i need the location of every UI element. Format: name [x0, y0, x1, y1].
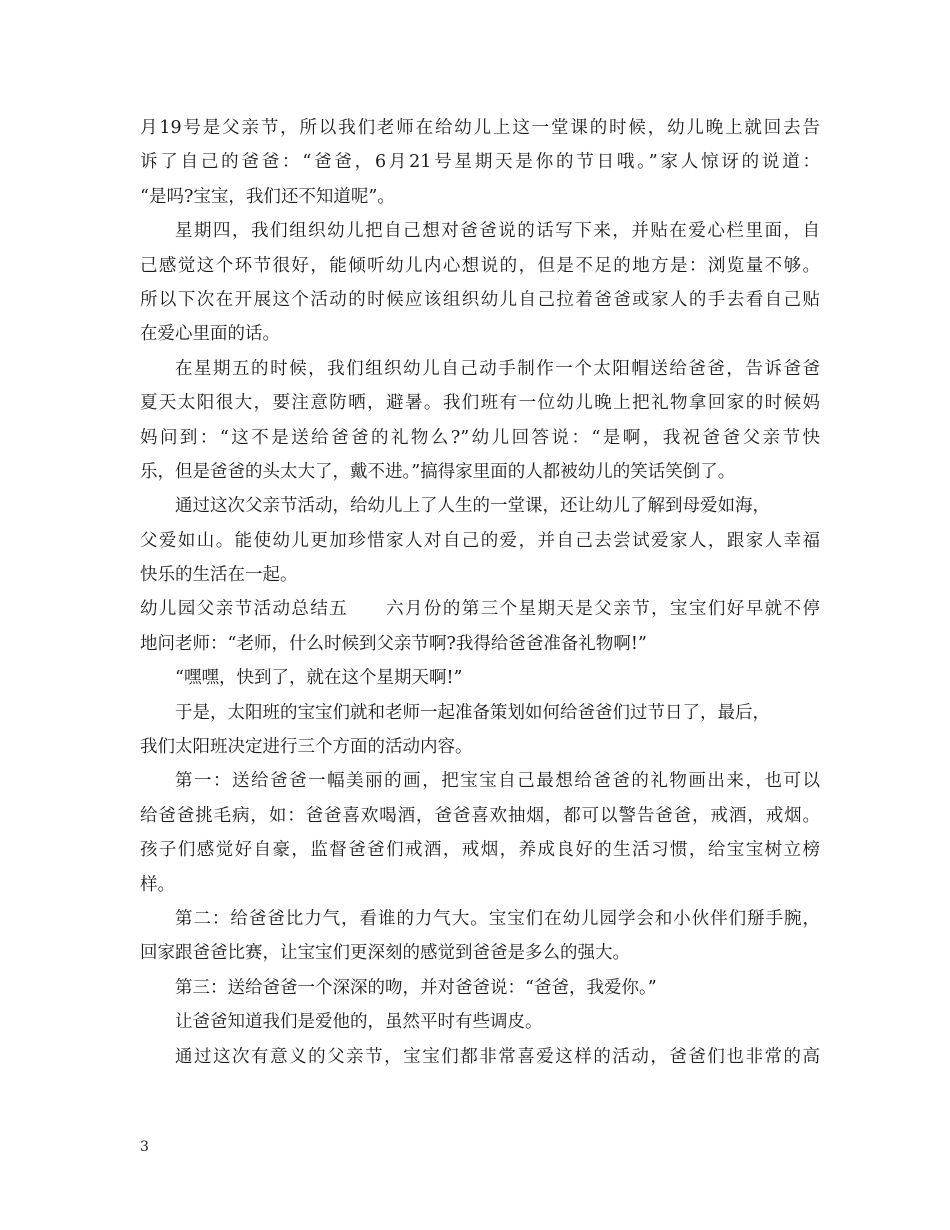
text-line: 快乐的生活在一起。 [140, 565, 298, 586]
text-line: 回家跟爸爸比赛，让宝宝们更深刻的感觉到爸爸是多么的强大。 [140, 943, 630, 964]
text-line: 第二：给爸爸比力气，看谁的力气大。宝宝们在幼儿园学会和小伙伴们掰手腕， [175, 908, 820, 929]
body-text [140, 111, 820, 1074]
text-line: 所以下次在开展这个活动的时候应该组织幼儿自己拉着爸爸或家人的手去看自己贴 [140, 289, 820, 310]
text-line: 第三：送给爸爸一个深深的吻，并对爸爸说：“爸爸，我爱你。” [175, 977, 657, 998]
text-line: 孩子们感觉好自豪，监督爸爸们戒酒，戒烟，养成良好的生活习惯，给宝宝树立榜 [140, 840, 820, 861]
text-line: 月19号是父亲节，所以我们老师在给幼儿上这一堂课的时候，幼儿晚上就回去告 [140, 118, 820, 138]
text-line: 幼儿园父亲节活动总结五 六月份的第三个星期天是父亲节，宝宝们好早就不停 [140, 599, 820, 620]
text-line: 父爱如山。能使幼儿更加珍惜家人对自己的爱，并自己去尝试爱家人，跟家人幸福 [140, 530, 820, 551]
text-line: 在星期五的时候，我们组织幼儿自己动手制作一个太阳帽送给爸爸，告诉爸爸 [175, 358, 820, 379]
text-line: 己感觉这个环节很好，能倾听幼儿内心想说的，但是不足的地方是：浏览量不够。 [140, 255, 820, 276]
text-line: “嘿嘿，快到了，就在这个星期天啊!” [175, 668, 463, 689]
text-line: 妈问到：“这不是送给爸爸的礼物么?”幼儿回答说：“是啊，我祝爸爸父亲节快 [140, 427, 820, 448]
text-line: 诉了自己的爸爸：“爸爸，6月21号星期天是你的节日哦。”家人惊讶的说道： [140, 152, 820, 173]
text-line: 给爸爸挑毛病，如：爸爸喜欢喝酒，爸爸喜欢抽烟，都可以警告爸爸，戒酒，戒烟。 [140, 805, 820, 826]
text-line: 我们太阳班决定进行三个方面的活动内容。 [140, 737, 473, 758]
text-line: 地问老师：“老师，什么时候到父亲节啊?我得给爸爸准备礼物啊!” [140, 633, 647, 654]
text-line: 让爸爸知道我们是爱他的，虽然平时有些调皮。 [175, 1012, 543, 1033]
text-line: 于是，太阳班的宝宝们就和老师一起准备策划如何给爸爸们过节日了，最后， [175, 702, 770, 723]
text-line: 样。 [140, 874, 175, 895]
text-line: 通过这次有意义的父亲节，宝宝们都非常喜爱这样的活动，爸爸们也非常的高 [175, 1046, 820, 1067]
page-number: 3 [140, 1139, 149, 1155]
text-line: 乐，但是爸爸的头太大了，戴不进。”搞得家里面的人都被幼儿的笑话笑倒了。 [140, 461, 736, 482]
text-line: 通过这次父亲节活动，给幼儿上了人生的一堂课，还让幼儿了解到母爱如海， [175, 496, 770, 517]
text-line: 夏天太阳很大，要注意防晒，避暑。我们班有一位幼儿晚上把礼物拿回家的时候妈 [140, 393, 820, 414]
text-line: 第一：送给爸爸一幅美丽的画，把宝宝自己最想给爸爸的礼物画出来，也可以 [175, 771, 820, 792]
text-line: 在爱心里面的话。 [140, 324, 280, 345]
text-line: “是吗?宝宝，我们还不知道呢”。 [140, 186, 395, 207]
text-line: 星期四，我们组织幼儿把自己想对爸爸说的话写下来，并贴在爱心栏里面，自 [175, 221, 820, 242]
